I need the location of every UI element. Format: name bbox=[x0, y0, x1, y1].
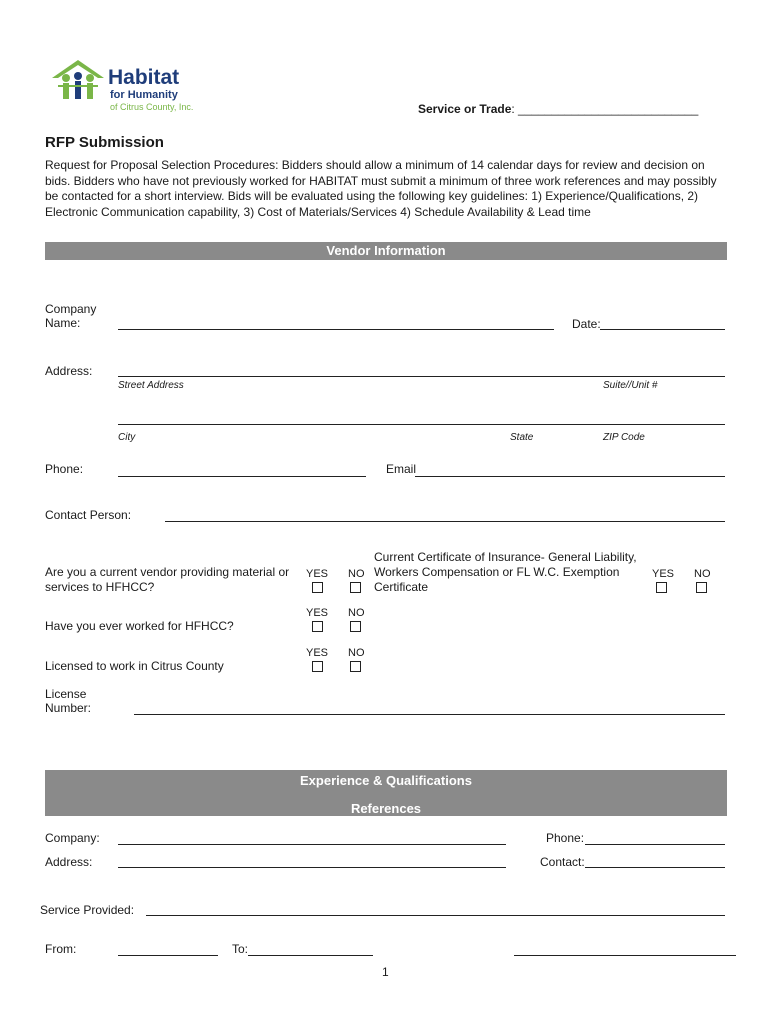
ref-phone-label: Phone: bbox=[546, 831, 585, 845]
current-vendor-yes-checkbox[interactable] bbox=[312, 582, 323, 593]
insurance-no-label: NO bbox=[694, 568, 711, 580]
license-number-label: License Number: bbox=[45, 687, 92, 715]
service-trade-label: Service or Trade bbox=[418, 102, 512, 116]
current-vendor-no-label: NO bbox=[348, 568, 365, 580]
contact-person-input[interactable] bbox=[165, 521, 725, 522]
references-subtitle: References bbox=[350, 801, 422, 816]
email-label: Email bbox=[386, 462, 417, 476]
date-input[interactable] bbox=[600, 329, 725, 330]
worked-no-label: NO bbox=[348, 607, 365, 619]
page-number: 1 bbox=[382, 965, 389, 979]
licensed-yes-checkbox[interactable] bbox=[312, 661, 323, 672]
logo-main-text: Habitat bbox=[108, 66, 180, 89]
licensed-no-label: NO bbox=[348, 647, 365, 659]
date-label: Date: bbox=[572, 317, 601, 331]
ref-to-input[interactable] bbox=[248, 955, 373, 956]
worked-yes-checkbox[interactable] bbox=[312, 621, 323, 632]
worked-yes-label: YES bbox=[306, 607, 329, 619]
city-state-zip-input[interactable] bbox=[118, 424, 725, 425]
ref-contact-input[interactable] bbox=[585, 867, 725, 868]
habitat-house-icon bbox=[48, 56, 108, 106]
ref-service-label: Service Provided: bbox=[40, 903, 135, 917]
ref-from-label: From: bbox=[45, 942, 77, 956]
worked-no-checkbox[interactable] bbox=[350, 621, 361, 632]
page-title: RFP Submission bbox=[45, 134, 164, 151]
licensed-question: Licensed to work in Citrus County bbox=[45, 659, 224, 673]
street-address-caption: Street Address bbox=[118, 380, 184, 391]
worked-question: Have you ever worked for HFHCC? bbox=[45, 619, 234, 633]
city-caption: City bbox=[118, 432, 136, 443]
vendor-section-header: Vendor Information bbox=[45, 242, 727, 260]
service-trade-field[interactable] bbox=[418, 102, 698, 116]
ref-to-label: To: bbox=[232, 942, 249, 956]
current-vendor-no-checkbox[interactable] bbox=[350, 582, 361, 593]
licensed-no-checkbox[interactable] bbox=[350, 661, 361, 672]
suite-caption: Suite//Unit # bbox=[603, 380, 658, 391]
phone-label: Phone: bbox=[45, 462, 84, 476]
ref-address-label: Address: bbox=[45, 855, 93, 869]
licensed-yes-label: YES bbox=[306, 647, 329, 659]
ref-company-input[interactable] bbox=[118, 844, 506, 845]
experience-title: Experience & Qualifications bbox=[300, 773, 472, 788]
current-vendor-question: Are you a current vendor providing material or services to HFHCC? bbox=[45, 565, 290, 594]
ref-from-input[interactable] bbox=[118, 955, 218, 956]
insurance-no-checkbox[interactable] bbox=[696, 582, 707, 593]
insurance-yes-checkbox[interactable] bbox=[656, 582, 667, 593]
company-name-label: Company Name: bbox=[45, 302, 97, 330]
intro-paragraph: Request for Proposal Selection Procedures: Bidders should allow a minimum of 14 calendar days for review and decision on bids. Bidders who have not previously worked for HABITAT must submit a minimum of three work references and may possibly be contacted for a short interview. Bids will be evaluated using the following key guidelines: 1) Experience/Qualifications, 2) Electronic Communication capability, 3) Cost of Materials/Services 4) Schedule Availability & Lead time bbox=[45, 158, 717, 219]
address-label: Address: bbox=[45, 364, 93, 378]
insurance-question: Current Certificate of Insurance- General Liability, Workers Compensation or FL W.C. Exemption Certificate bbox=[374, 550, 637, 594]
ref-phone-input[interactable] bbox=[585, 844, 725, 845]
logo-org-text: of Citrus County, Inc. bbox=[110, 102, 194, 112]
street-address-input[interactable] bbox=[118, 376, 725, 377]
ref-contact-label: Contact: bbox=[540, 855, 585, 869]
service-trade-blank: : ___________________________ bbox=[511, 102, 699, 116]
insurance-yes-label: YES bbox=[652, 568, 675, 580]
logo-sub-text: for Humanity bbox=[110, 89, 178, 101]
ref-service-input[interactable] bbox=[146, 915, 725, 916]
current-vendor-yes-label: YES bbox=[306, 568, 329, 580]
ref-extra-input[interactable] bbox=[514, 955, 736, 956]
license-number-input[interactable] bbox=[134, 714, 725, 715]
contact-person-label: Contact Person: bbox=[45, 508, 132, 522]
experience-section-header bbox=[45, 770, 727, 816]
state-caption: State bbox=[510, 432, 534, 443]
company-name-input[interactable] bbox=[118, 329, 554, 330]
ref-company-label: Company: bbox=[45, 831, 100, 845]
phone-input[interactable] bbox=[118, 476, 366, 477]
zip-caption: ZIP Code bbox=[603, 432, 645, 443]
email-input[interactable] bbox=[415, 476, 725, 477]
logo bbox=[48, 56, 208, 118]
ref-address-input[interactable] bbox=[118, 867, 506, 868]
